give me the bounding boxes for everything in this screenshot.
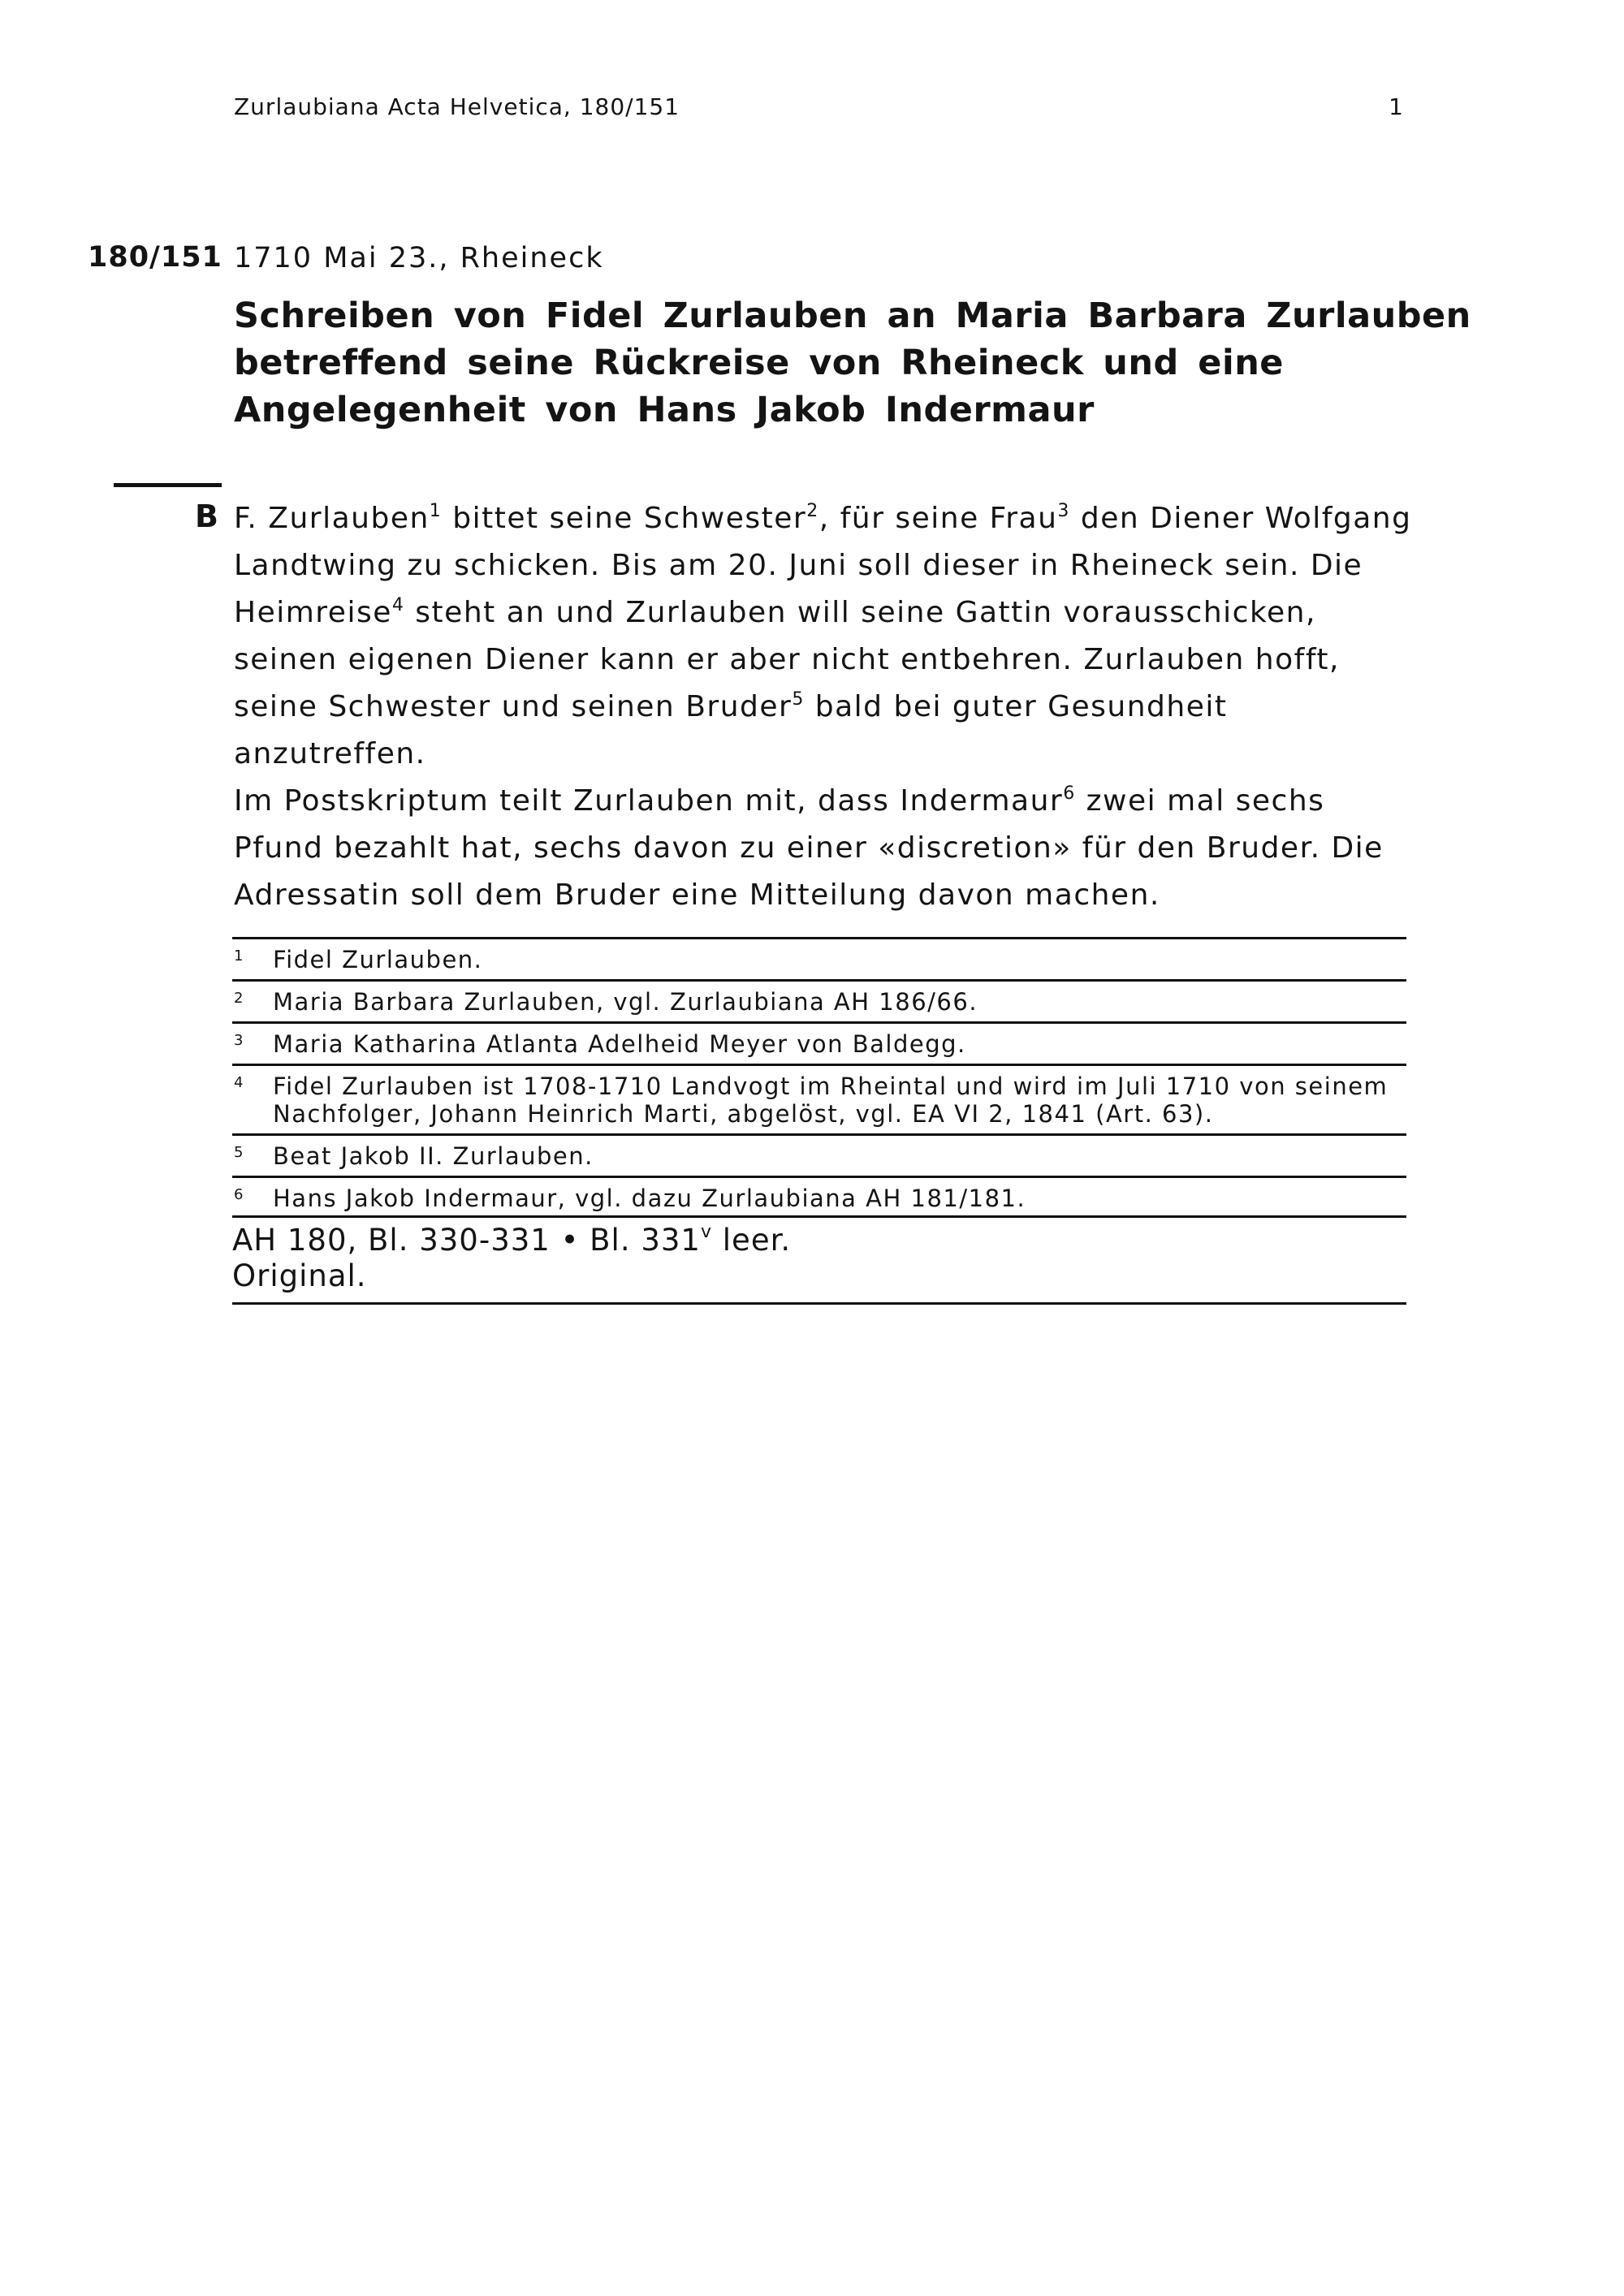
section-marker: B	[195, 498, 218, 534]
source-line	[232, 1223, 1406, 1258]
summary-paragraph	[234, 778, 1419, 919]
text-run: bittet seine Schwester	[442, 502, 807, 535]
text-run: den Diener Wolfgang Landtwing zu schicken. Bis am 20. Juni soll dieser in Rheineck sein. Die Heimreise	[234, 502, 1412, 629]
source-note: leer.	[712, 1223, 792, 1258]
text-run: , für seine Frau	[818, 502, 1058, 535]
page-number: 1	[1389, 93, 1403, 120]
document-title-line: betreffend seine Rückreise von Rheineck und eine	[234, 343, 1284, 383]
document-title-line: Angelegenheit von Hans Jakob Indermaur	[234, 390, 1095, 430]
footnote-number: 6	[234, 1186, 244, 1203]
text-run: bald bei guter Gesundheit anzutreffen.	[234, 690, 1228, 770]
footnote	[232, 1021, 1406, 1064]
footnote-ref[interactable]: 5	[792, 689, 805, 710]
footnote-text: Hans Jakob Indermaur, vgl. dazu Zurlaubiana AH 181/181.	[273, 1185, 1026, 1212]
running-header-title: Zurlaubiana Acta Helvetica, 180/151	[234, 93, 680, 120]
verso-mark: v	[700, 1222, 713, 1242]
footnote-text: Maria Barbara Zurlauben, vgl. Zurlaubiana AH 186/66.	[273, 988, 978, 1016]
footnote	[232, 979, 1406, 1021]
summary-paragraph	[234, 495, 1419, 778]
footnote-number: 3	[234, 1032, 244, 1049]
source-block	[232, 1215, 1406, 1305]
source-reference: AH 180, Bl. 330-331 • Bl. 331	[232, 1223, 701, 1258]
footnote	[232, 937, 1406, 979]
footnote-text: Fidel Zurlauben.	[273, 946, 483, 973]
source-type: Original.	[232, 1258, 367, 1293]
footnote-ref[interactable]: 6	[1063, 783, 1076, 804]
footnote-number: 4	[234, 1074, 244, 1091]
document-title	[234, 292, 1471, 434]
footnote	[232, 1064, 1406, 1133]
summary-text	[234, 495, 1419, 919]
footnote-ref[interactable]: 4	[391, 595, 405, 615]
text-run: steht an und Zurlauben will seine Gattin vorausschicken, seinen eigenen Diener kann er aber nicht entbehren. Zurlauben hofft, seine Schwester und seinen Bruder	[234, 596, 1340, 723]
footnote-ref[interactable]: 2	[806, 501, 819, 521]
footnote-ref[interactable]: 3	[1057, 501, 1070, 521]
section-rule	[114, 483, 222, 487]
document-number: 180/151	[88, 241, 222, 274]
footnote-text: Maria Katharina Atlanta Adelheid Meyer von Baldegg.	[273, 1030, 966, 1058]
document-date-place: 1710 Mai 23., Rheineck	[234, 242, 604, 274]
text-run: zwei mal sechs Pfund bezahlt hat, sechs davon zu einer «discretion» für den Bruder. Die Adressatin soll dem Bruder eine Mitteilung davon machen.	[234, 784, 1384, 912]
footnote	[232, 1176, 1406, 1218]
document-title-line: Schreiben von Fidel Zurlauben an Maria Barbara Zurlauben	[234, 296, 1471, 336]
footnote-text: Beat Jakob II. Zurlauben.	[273, 1142, 594, 1170]
footnotes	[232, 937, 1406, 1218]
footnote-number: 5	[234, 1144, 244, 1161]
footnote-text: Fidel Zurlauben ist 1708-1710 Landvogt im Rheintal und wird im Juli 1710 von seinem Nachfolger, Johann Heinrich Marti, abgelöst, vgl. EA VI 2, 1841 (Art. 63).	[273, 1072, 1389, 1128]
text-run: Im Postskriptum teilt Zurlauben mit, dass Indermaur	[234, 784, 1064, 818]
footnote-number: 1	[234, 947, 244, 965]
footnote	[232, 1133, 1406, 1176]
footnote-number: 2	[234, 990, 244, 1007]
footnote-ref[interactable]: 1	[429, 501, 443, 521]
text-run: F. Zurlauben	[234, 502, 430, 535]
